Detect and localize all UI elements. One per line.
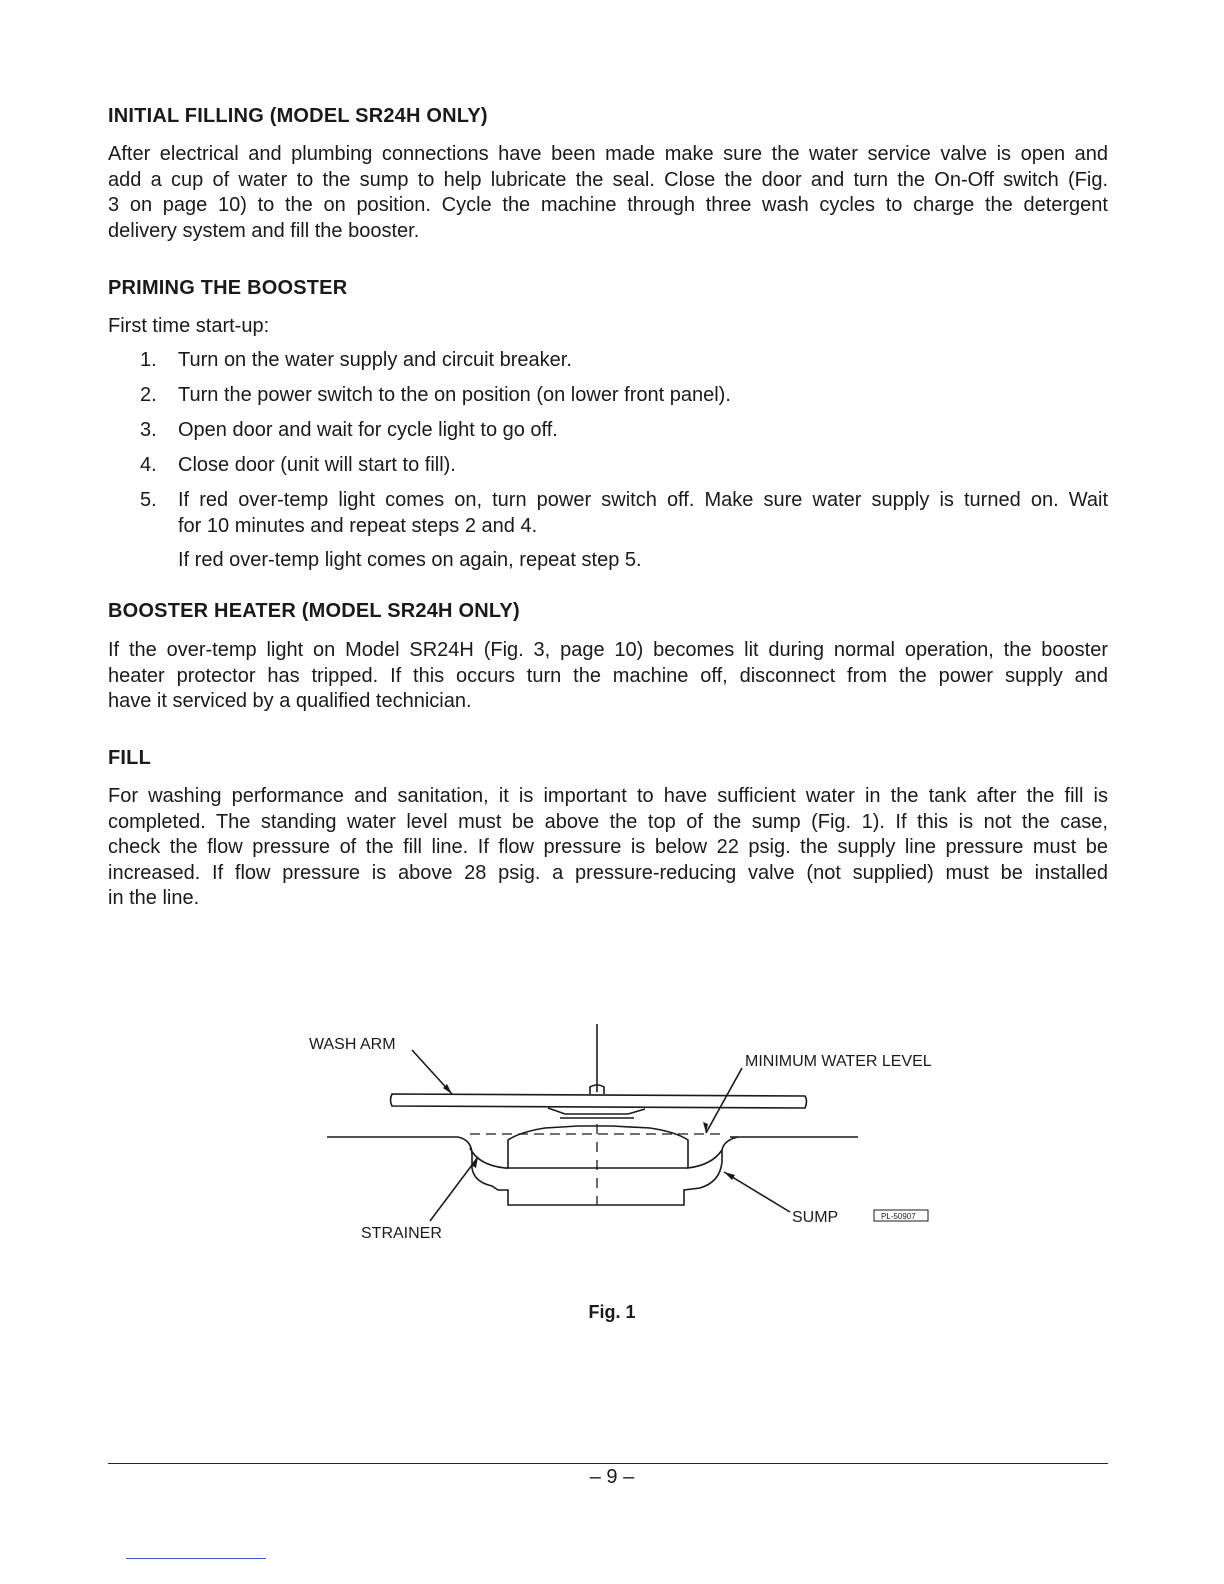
heading-initial-filling: INITIAL FILLING (MODEL SR24H ONLY) (108, 105, 488, 127)
step-text: Open door and wait for cycle light to go off. (178, 419, 558, 441)
text-line: have it serviced by a qualified technician. (108, 690, 472, 712)
text-line: 3 on page 10) to the on position. Cycle the machine through three wash cycles to charge the detergent (108, 194, 1108, 216)
paragraph-initial-filling (108, 142, 1108, 244)
step-text: Turn the power switch to the on position (on lower front panel). (178, 384, 731, 406)
figure-caption: Fig. 1 (588, 1302, 636, 1322)
text-line: completed. The standing water level must be above the top of the sump (Fig. 1). If this is not the case, (108, 810, 1108, 833)
bottom-link-underline (126, 1558, 266, 1559)
heading-priming-booster: PRIMING THE BOOSTER (108, 277, 348, 299)
label-part-code: PL-50907 (881, 1212, 916, 1221)
wash-arm (391, 1094, 807, 1108)
leader-strainer (430, 1157, 478, 1221)
step-number: 1. (140, 349, 157, 371)
strainer (470, 1126, 722, 1168)
text-line: in the line. (108, 887, 200, 909)
label-wash-arm: WASH ARM (309, 1036, 396, 1053)
text-line: If red over-temp light comes on, turn power switch off. Make sure water supply is turned on. Wait (178, 489, 1108, 511)
text-line: If the over-temp light on Model SR24H (Fig. 3, page 10) becomes lit during normal operation, the booster (108, 639, 1108, 661)
arrowhead (724, 1172, 735, 1180)
text-line: First time start-up: (108, 315, 270, 337)
step-number: 2. (140, 384, 157, 406)
text-line: increased. If flow pressure is above 28 psig. a pressure-reducing valve (not supplied) must be installed (108, 861, 1108, 884)
note-text: If red over-temp light comes on again, repeat step 5. (178, 549, 642, 571)
step-text (178, 488, 1108, 539)
text-line: For washing performance and sanitation, it is important to have sufficient water in the tank after the fill is (108, 785, 1108, 807)
figure-sump-diagram (300, 1010, 960, 1260)
heading-fill: FILL (108, 747, 152, 769)
text-line: After electrical and plumbing connections have been made make sure the water service valve is open and (108, 143, 1108, 165)
leader-sump (724, 1172, 790, 1212)
leader-water-level (706, 1068, 742, 1133)
text-line: add a cup of water to the sump to help lubricate the seal. Close the door and turn the On-Off switch (Fig. (108, 168, 1108, 191)
sump (458, 1137, 738, 1205)
footer-rule (108, 1463, 1108, 1464)
paragraph-booster-heater (108, 638, 1108, 715)
label-sump: SUMP (792, 1209, 839, 1226)
heading-booster-heater: BOOSTER HEATER (MODEL SR24H ONLY) (108, 600, 520, 622)
step-text: Turn on the water supply and circuit breaker. (178, 349, 572, 371)
text-line: check the flow pressure of the fill line. If flow pressure is below 22 psig. the supply line pressure must be (108, 836, 1108, 858)
wash-arm-mount (548, 1108, 645, 1114)
step-number: 4. (140, 454, 157, 476)
label-minimum-water-level: MINIMUM WATER LEVEL (745, 1053, 932, 1070)
label-strainer: STRAINER (361, 1225, 442, 1242)
step-number: 3. (140, 419, 157, 441)
page-number: – 9 – (589, 1466, 635, 1488)
text-line: for 10 minutes and repeat steps 2 and 4. (178, 514, 538, 537)
text-line: heater protector has tripped. If this occurs turn the machine off, disconnect from the power supply and (108, 664, 1108, 687)
priming-intro (108, 314, 1108, 340)
text-line: delivery system and fill the booster. (108, 219, 420, 242)
paragraph-fill (108, 784, 1108, 912)
step-text: Close door (unit will start to fill). (178, 454, 456, 476)
step-number: 5. (140, 489, 157, 511)
